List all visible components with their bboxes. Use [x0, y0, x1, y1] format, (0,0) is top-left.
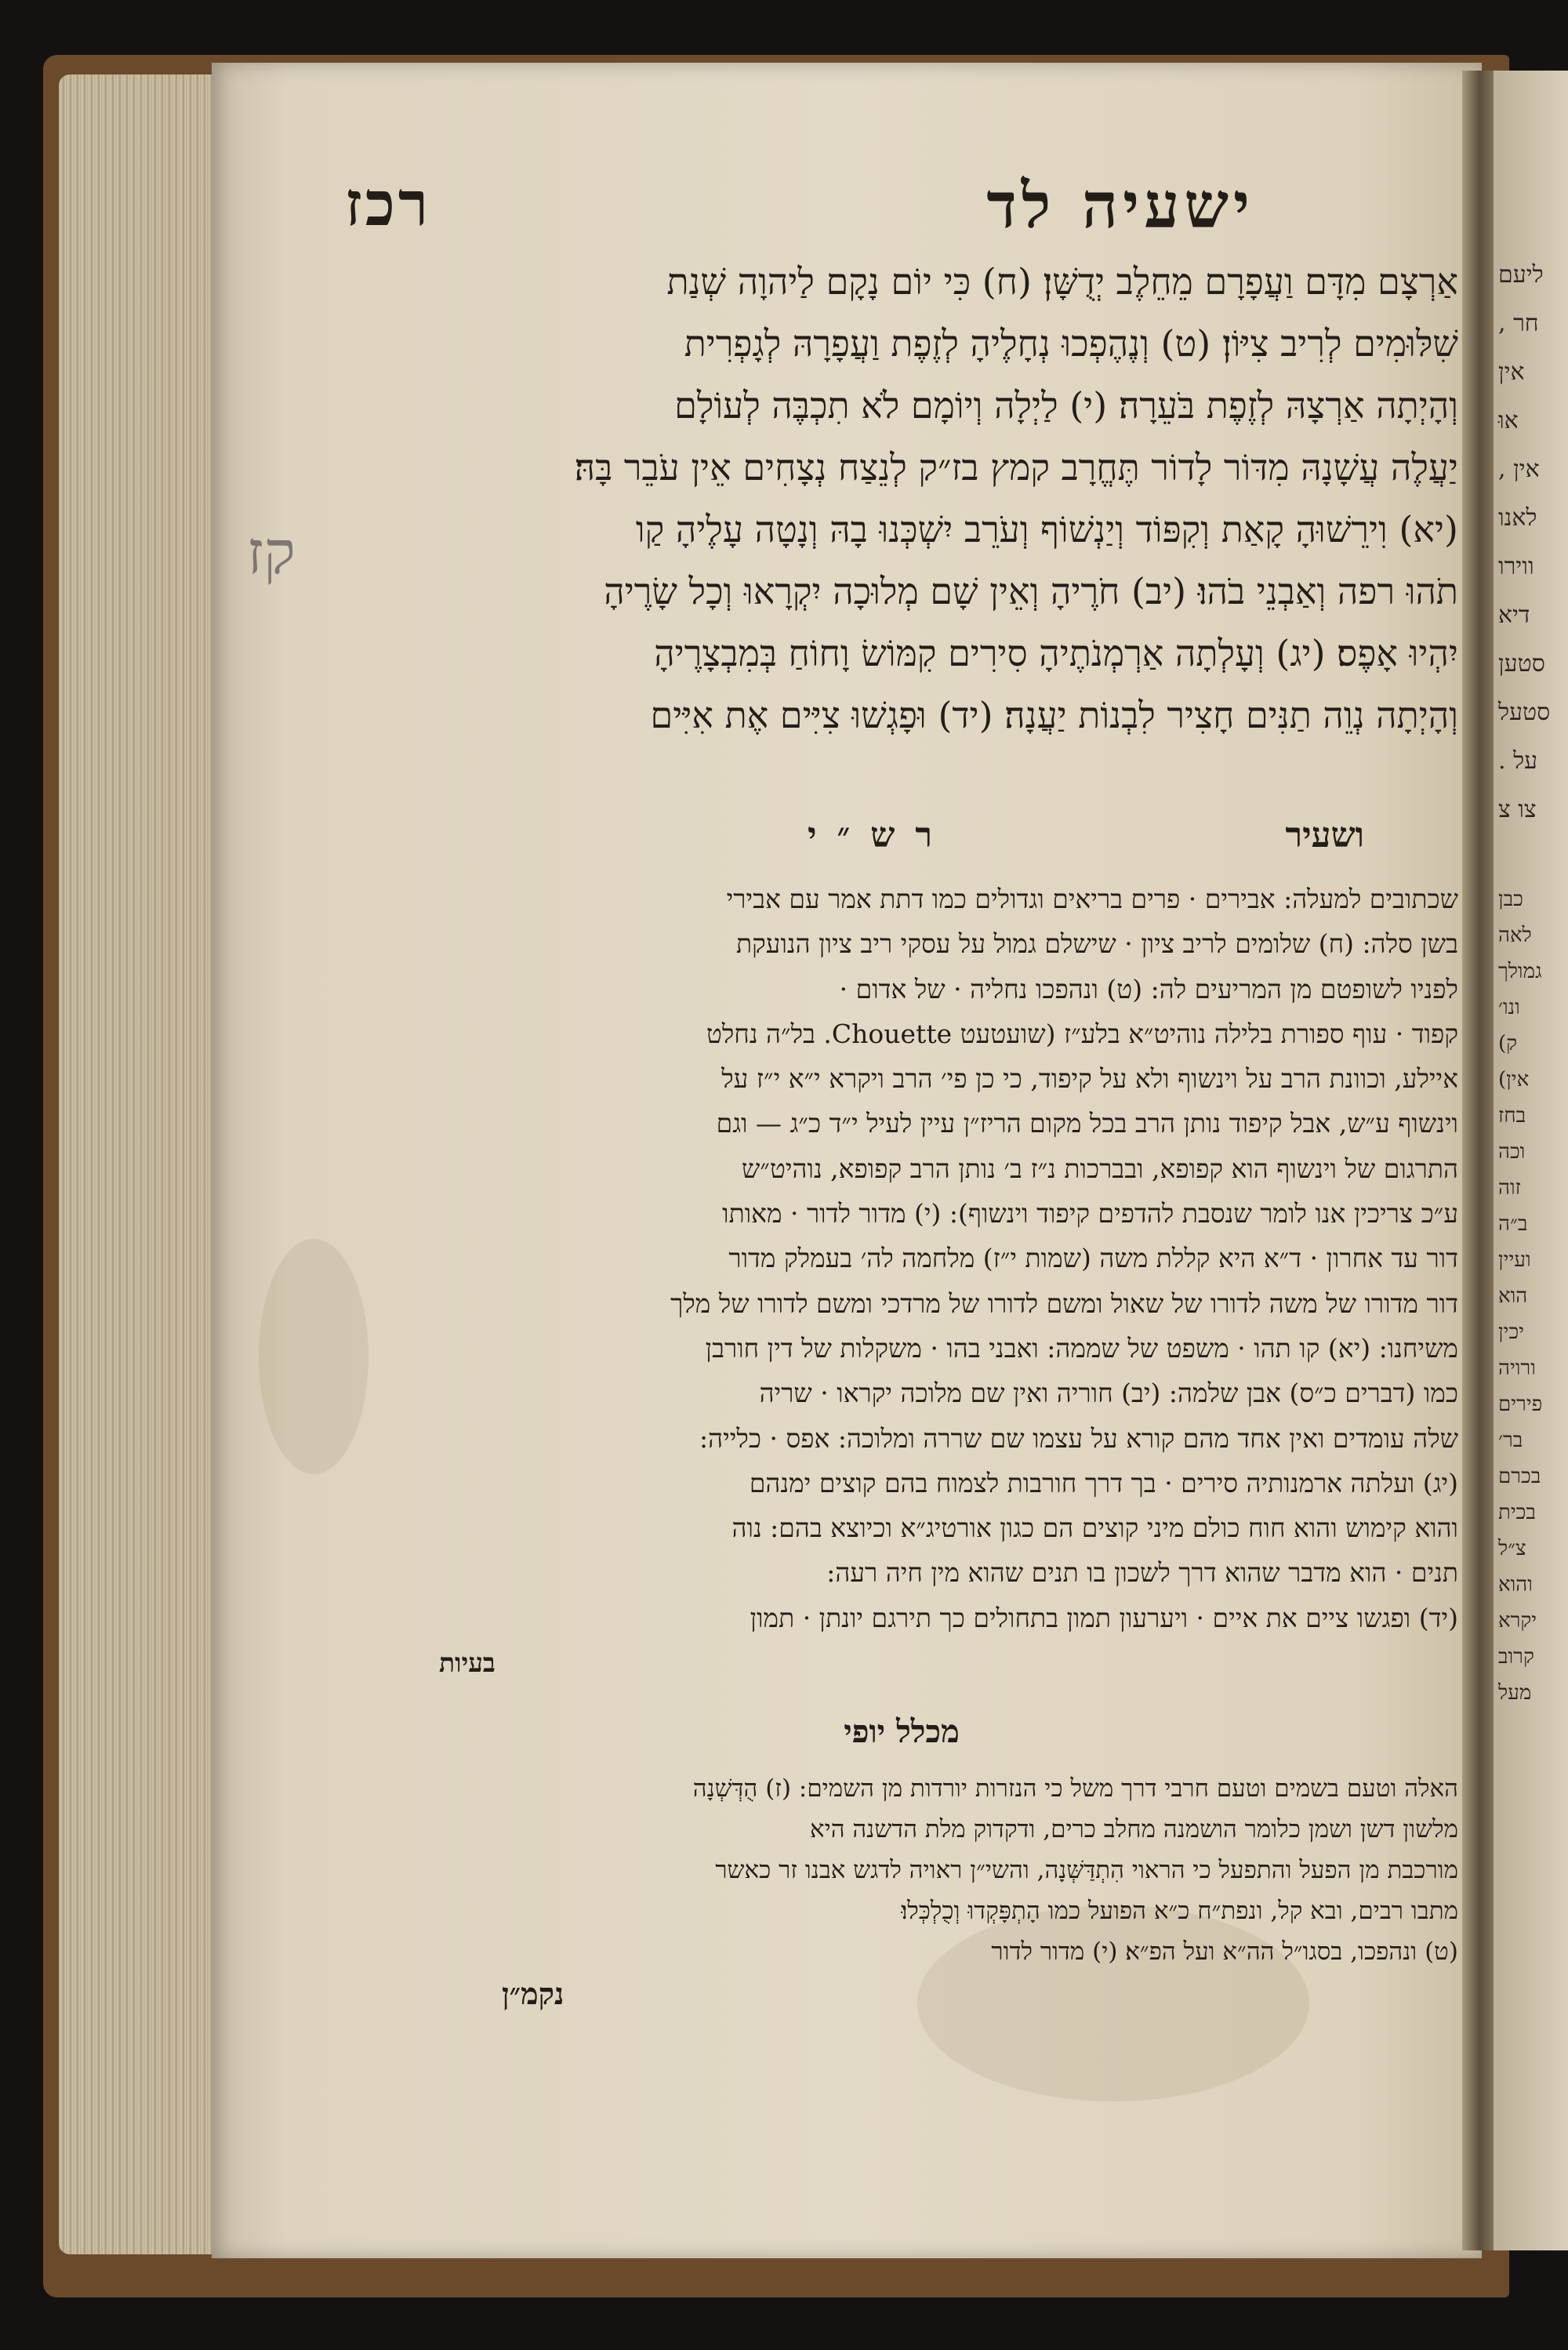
signature-mark: נקמ״ן	[502, 1976, 564, 2011]
rashi-line: ע״כ צריכין אנו לומר שנסבת להדפים קיפוד וינשוף): (י) מדור לדור · מאותו	[722, 1198, 1458, 1229]
fragment: בכית	[1498, 1501, 1536, 1524]
fragment: מעל	[1498, 1681, 1532, 1705]
michlol-line: האלה וטעם בשמים וטעם חרבי דרך משל כי הנזרות יורדות מן השמים: (ז) הֻדְּשְׁנָה	[692, 1774, 1458, 1803]
fragment: גמולך	[1498, 960, 1542, 983]
verse-line: (יא) וִירֵשׁוּהָ קָאַת וְקִפּוֹד וְיַנְשׁוֹף וְעֹרֵב יִשְׁכְּנוּ בָהּ וְנָטָה עָלֶיהָ קַו	[635, 508, 1458, 550]
rashi-line: קפוד · עוף ספורת בלילה נוהיט״א בלע״ז (שועטעט Chouette. בל״ה נחלט	[706, 1018, 1458, 1049]
fragment: ווירו	[1498, 553, 1534, 580]
verse-line: אַרְצָם מִדָּם וַעֲפָרָם מֵחֵלֶב יְדֻשָּׁן׃ (ח) כִּי יוֹם נָקָם לַיהוָה שְׁנַת	[666, 260, 1458, 303]
margin-reference: קז	[247, 518, 296, 587]
rashi-line: כמו (דברים כ״ס) אבן שלמה: (יב) חוריה ואין שם מלוכה יקראו · שריה	[759, 1378, 1458, 1409]
fragment: הוא	[1498, 1284, 1528, 1308]
book-title: ישעיה לד	[986, 169, 1254, 242]
fragment: לאה	[1498, 924, 1532, 947]
right-page-edge	[1494, 71, 1568, 2250]
verse-line: וְהָיְתָה אַרְצָהּ לְזֶפֶת בֹּעֵרָה׃ (י) לַיְלָה וְיוֹמָם לֹא תִכְבֶּה לְעוֹלָם	[674, 384, 1458, 427]
verse-line: יַעֲלֶה עֲשָׁנָהּ מִדּוֹר לָדוֹר תֶּחֱרָב קמץ בז״ק לְנֵצַח נְצָחִים אֵין עֹבֵר בָּהּ׃	[574, 446, 1458, 489]
rashi-line: דור עד אחרון · ד״א היא קללת משה (שמות י״ז) מלחמה לה׳ בעמלק מדור	[728, 1243, 1458, 1274]
fragment: בכרם	[1498, 1465, 1541, 1488]
rashi-line: והוא קימוש והוא חוח כולם מיני קוצים הם כגון אורטיג״א וכיוצא בהם: נוה	[731, 1513, 1458, 1544]
fragment: כבן	[1498, 888, 1523, 911]
michlol-line: מלשון דשן ושמן כלומר הושמנה מחלב כרים, ודקדוק מלת הדשנה היא	[810, 1815, 1458, 1843]
fragment: יכין	[1498, 1320, 1524, 1344]
michlol-line: מתבו רבים, ובא קל, ונפת״ח כ״א הפועל כמו הָתְפָּקְדוּ וְכֻלְכְּלוּ׃	[901, 1897, 1458, 1925]
fragment: חר ,	[1498, 310, 1539, 337]
rashi-title: רש״י	[808, 815, 953, 855]
michlol-line: (ט) ונהפכו, בסגו״ל הה״א ועל הפ״א׃ (י) מדור לדור	[991, 1938, 1458, 1966]
fragment: סטעל	[1498, 699, 1551, 726]
fragment: צו צ	[1498, 796, 1537, 823]
fragment: זוה	[1498, 1176, 1521, 1200]
verse-line: יִהְיוּ אָפֶס׃ (יג) וְעָלְתָה אַרְמְנֹתֶיהָ סִירִים קִמּוֹשׂ וָחוֹחַ בְּמִבְצָרֶיהָ	[654, 632, 1458, 674]
fragment: והוא	[1498, 1573, 1533, 1596]
verse-line: וְהָיְתָה נְוֵה תַנִּים חָצִיר לִבְנוֹת יַעֲנָה׃ (יד) וּפָגְשׁוּ צִיִּים אֶת אִיִּים	[650, 694, 1458, 736]
catchword: ושעיר	[1285, 815, 1364, 855]
fragment: על .	[1498, 747, 1538, 775]
rashi-line: משיחנו: (יא) קו תהו · משפט של שממה: ואבני בהו · משקלות של דין חורבן	[705, 1332, 1458, 1364]
fragment: קרוב	[1498, 1645, 1534, 1669]
page-number: רכז	[345, 169, 432, 240]
fragment: דיא	[1498, 601, 1530, 629]
running-header	[345, 169, 1254, 263]
fragment: פירים	[1498, 1393, 1543, 1416]
page-edges	[59, 74, 223, 2254]
verse-text	[345, 251, 1458, 746]
verse-line: שִׁלּוּמִים לְרִיב צִיּוֹן׃ (ט) וְנֶהֶפְכוּ נְחָלֶיהָ לְזֶפֶת וַעֲפָרָהּ לְגָפְרִית	[684, 322, 1458, 365]
fragment: אין	[1498, 358, 1525, 386]
fragment: ליעם	[1498, 261, 1544, 289]
rashi-line: לפניו לשופטם מן המריעים לה: (ט) ונהפכו נחליה · של אדום ·	[839, 973, 1458, 1004]
fragment: ורויה	[1498, 1357, 1536, 1380]
michlol-line: מורכבת מן הפעל והתפעל כי הראוי הִתְדַּשְּׁנָה, והשי״ן ראויה לדגש אבנו זר כאשר	[715, 1856, 1458, 1884]
fragment: יקרא	[1498, 1609, 1537, 1633]
rashi-line: שכתובים למעלה: אבירים · פרים בריאים וגדולים כמו דתת אמר עם אבירי	[726, 884, 1458, 914]
fragment: סטען	[1498, 650, 1545, 677]
fragment: ב״ה	[1498, 1212, 1528, 1236]
fragment: ונו׳	[1498, 996, 1520, 1019]
right-page-upper-fragments	[1494, 71, 1568, 834]
book-gutter	[1462, 71, 1497, 2250]
right-page-lower-fragments	[1494, 881, 1568, 1711]
fragment: אין ,	[1498, 456, 1540, 483]
rashi-heading	[345, 815, 1458, 863]
fragment: בחז	[1498, 1104, 1526, 1128]
rashi-line: וינשוף ע״ש, אבל קיפוד נותן הרב בכל מקום הריז״ן עיין לעיל י״ד כ״ג — וגם	[716, 1108, 1458, 1139]
fragment: וכה	[1498, 1140, 1526, 1164]
rashi-line: בשן סלה: (ח) שלומים לריב ציון · שישלם גמול על עסקי ריב ציון הנועקת	[736, 928, 1458, 960]
rashi-commentary	[345, 877, 1458, 1685]
rashi-line: שלה עומדים ואין אחד מהם קורא על עצמו שם שררה ומלוכה: אפס · כלייה:	[699, 1422, 1458, 1454]
fragment: בר׳	[1498, 1429, 1523, 1452]
michlol-yofi-commentary	[345, 1768, 1458, 1972]
rashi-line: איילע, וכוונת הרב על וינשוף ולא על קיפוד, כי כן פי׳ הרב ויקרא י״א י״ז על	[721, 1063, 1458, 1095]
michlol-yofi-title: מכלל יופי	[844, 1713, 960, 1750]
rashi-line: התרגום של וינשוף הוא קפופא, ובברכות נ״ז ב׳ נותן הרב קפופא, נוהיט״ש	[742, 1153, 1458, 1184]
fragment: אוּ	[1498, 407, 1519, 434]
verse-line: תֹהוּ רפה וְאַבְנֵי בֹהוּ׃ (יב) חֹרֶיהָ וְאֵין שָׁם מְלוּכָה יִקְרָאוּ וְכָל שָׂרֶיהָ	[604, 570, 1458, 612]
fragment: ק)	[1498, 1032, 1518, 1055]
rashi-line: (יג) ועלתה ארמנותיה סירים · בך דרך חורבות לצמוח בהם קוצים ימנהם	[749, 1467, 1458, 1498]
fragment: ועיין	[1498, 1248, 1531, 1272]
rashi-line: דור מדורו של משה לדורו של שאול ומשם לדורו של מרדכי ומשם לדורו של מלך	[670, 1288, 1458, 1319]
fragment: לאנו	[1498, 504, 1537, 532]
fragment: צ״ל	[1498, 1537, 1526, 1560]
rashi-catchword: בעיות	[439, 1647, 495, 1679]
fragment: אין)	[1498, 1068, 1530, 1091]
rashi-line: תנים · הוא מדבר שהוא דרך לשכון בו תנים שהוא מין חיה רעה:	[826, 1557, 1458, 1589]
rashi-line: (יד) ופגשו ציים את איים · ויערעון תמון בתחולים כך תירגם יונתן · תמון	[750, 1602, 1458, 1633]
